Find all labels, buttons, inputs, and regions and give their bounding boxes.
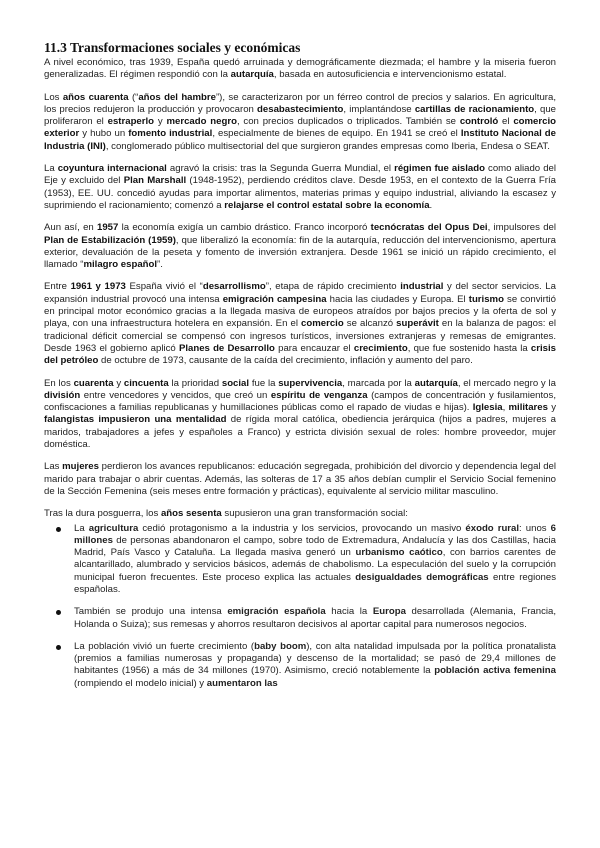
bold-term: militares	[508, 402, 548, 414]
bold-term: desigualdades demográficas	[355, 571, 489, 583]
bold-term: mercado negro	[166, 116, 237, 128]
bullet-dot-icon	[56, 527, 61, 532]
bold-term: años del hambre	[138, 91, 216, 103]
bold-term: población activa femenina	[434, 665, 556, 677]
bold-term: cartillas de racionamiento	[414, 103, 535, 115]
bold-term: baby boom	[254, 640, 307, 652]
bold-term: comercio exterior	[44, 116, 556, 140]
bullet-text: La población vivió un fuerte crecimiento (baby boom), con alta natalidad impulsada por la política pronatalista (premios a familias numerosas y propaganda) y descenso de la mortalidad; se pasó de 29,4 millones de habitantes (1956) a más de 34 millones (1970). Asimismo, creció notablemente la población activa femenina (rompiendo el modelo inicial) y aumentaron las	[74, 640, 556, 689]
bullet-text: La agricultura cedió protagonismo a la industria y los servicios, provocando un masivo éxodo rural: unos 6 millones de personas abandonaron el campo, sobre todo de Extremadura, Andalucía y las dos Castillas, hacia Madrid, País Vasco y Cataluña. La llegada masiva generó un urbanismo caótico, con barrios carentes de alcantarillado, alumbrado y servicios básicos, además de chabolismo. La especulación del suelo y la corrupción municipal fueron frecuentes. Este proceso explica las actuales desigualdades demográficas entre regiones españolas.	[74, 522, 557, 595]
bold-term: aumentaron las	[206, 677, 278, 689]
bold-term: desarrollismo	[202, 281, 266, 293]
bold-term: éxodo rural	[465, 522, 520, 534]
bold-term: 1961 y 1973	[70, 281, 126, 293]
bold-term: emigración campesina	[222, 293, 327, 305]
bold-term: crecimiento	[353, 342, 408, 354]
sixties-bullet-list	[44, 523, 556, 691]
bold-term: supervivencia	[278, 377, 343, 389]
bold-term: Iglesia	[472, 402, 503, 414]
bold-term: espíritu de venganza	[270, 389, 368, 401]
bold-term: Planes de Desarrollo	[178, 342, 275, 354]
section-title: 11.3 Transformaciones sociales y económicas	[44, 40, 301, 55]
bold-term: 6 millones	[74, 522, 556, 546]
bold-term: coyuntura internacional	[57, 163, 167, 175]
bold-term: Instituto Nacional de Industria (INI)	[44, 128, 556, 152]
paragraph-sixties-intro: Tras la dura posguerra, los años sesenta supusieron una gran transformación social:	[44, 508, 408, 520]
bold-term: controló	[459, 116, 499, 128]
bold-term: estraperlo	[107, 116, 155, 128]
bullet-text: También se produjo una intensa emigración española hacia la Europa desarrollada (Alemania, Francia, Holanda o Suiza); sus remesas y ahorros resultaron decisivos al aportar capital para numerosos negocios.	[74, 606, 557, 630]
bold-term: comercio	[301, 318, 344, 330]
bullet-item-rural-exodus	[74, 523, 556, 597]
bold-term: tecnócratas del Opus Dei	[370, 222, 488, 234]
bold-term: desabastecimiento	[257, 103, 344, 115]
bold-term: relajarse el control estatal sobre la economía	[224, 199, 430, 211]
paragraph-international-context: La coyuntura internacional agravó la crisis: tras la Segunda Guerra Mundial, el régimen fue aislado como aliado del Eje y excluido del Plan Marshall (1948-1952), perdiendo créditos clave. Desde 1953, en el contexto de la Guerra Fría (1953), EE. UU. concedió ayudas para importar alimentos, materias primas y equipo industrial, aliviando la escasez y suprimiendo el racionamiento; comenzó a relajarse el control estatal sobre la economía.	[44, 163, 556, 211]
bold-term: agricultura	[88, 522, 139, 534]
bold-term: 1957	[97, 222, 119, 234]
bold-term: fomento industrial	[128, 128, 213, 140]
paragraph-desarrollismo: Entre 1961 y 1973 España vivió el “desarrollismo”, etapa de rápido crecimiento industrial y del sector servicios. La expansión industrial provocó una intensa emigración campesina hacia las ciudades y Europa. El turismo se convirtió en principal motor económico gracias a la llegada masiva de europeos atraídos por bajos precios y la oferta de sol y playa, con una infraestructura hotelera en expansión. En el comercio se alcanzó superávit en la balanza de pagos: el tradicional déficit comercial se compensó con ingresos turísticos, inversiones extranjeras y remesas de emigrantes. Desde 1963 el gobierno aplicó Planes de Desarrollo para encauzar el crecimiento, que fue sostenido hasta la crisis del petróleo de octubre de 1973, causante de la caída del crecimiento, inflación y aumento del paro.	[44, 281, 556, 367]
bold-term: cuarenta	[73, 377, 114, 389]
bullet-item-emigration	[74, 606, 556, 631]
bullet-dot-icon	[56, 645, 61, 650]
paragraph-postwar-economy: A nivel económico, tras 1939, España quedó arruinada y demográficamente diezmada; el hambre y la miseria fueron generalizadas. El régimen respondió con la autarquía, basada en autosuficiencia e intervencionismo estatal.	[44, 57, 556, 81]
bold-term: cincuenta	[123, 377, 169, 389]
paragraph-forties: Los años cuarenta (“años del hambre”), se caracterizaron por un férreo control de precios y salarios. En agricultura, los precios redujeron la producción y provocaron desabastecimiento, implantándose cartillas de racionamiento, que proliferaron el estraperlo y mercado negro, con precios duplicados o triplicados. También se controló el comercio exterior y hubo un fomento industrial, especialmente de bienes de equipo. En 1941 se creó el Instituto Nacional de Industria (INI), conglomerado público multisectorial del que surgieron grandes empresas como Iberia, Endesa o SEAT.	[44, 91, 557, 152]
bold-term: años sesenta	[160, 508, 222, 520]
paragraph-stabilization-plan: Aun así, en 1957 la economía exigía un cambio drástico. Franco incorporó tecnócratas del Opus Dei, impulsores del Plan de Estabilización (1959), que liberalizó la economía: fin de la autarquía, reducción del intervencionismo, apertura exterior, devaluación de la peseta y fomento de inversión extranjera. Desde 1961 se inició un rápido crecimiento, el llamado “milagro español”.	[44, 222, 556, 271]
bold-term: industrial	[400, 281, 444, 293]
bold-term: división	[44, 389, 81, 401]
bold-term: Plan Marshall	[123, 175, 187, 187]
bullet-dot-icon	[56, 610, 61, 615]
bold-term: falangistas impusieron una mentalidad	[44, 414, 227, 426]
bold-term: régimen fue aislado	[394, 163, 485, 175]
bold-term: Plan de Estabilización (1959)	[44, 234, 176, 246]
bold-term: crisis del petróleo	[44, 342, 556, 367]
bold-term: mujeres	[62, 461, 99, 473]
bold-term: Europa	[372, 606, 406, 618]
bold-term: urbanismo caótico	[355, 547, 443, 559]
bold-term: años cuarenta	[62, 91, 129, 103]
paragraph-women: Las mujeres perdieron los avances republicanos: educación segregada, prohibición del divorcio y dependencia legal del marido para trabajar o abrir cuentas. Además, las solteras de 17 a 35 años debían cumplir el Servicio Social femenino de la Sección Femenina (seis meses entre formación y prácticas), equivalente al servicio militar masculino.	[44, 461, 557, 497]
bold-term: milagro español	[83, 259, 158, 271]
bold-term: autarquía	[230, 69, 274, 81]
bold-term: turismo	[468, 293, 504, 305]
paragraph-society: En los cuarenta y cincuenta la prioridad social fue la supervivencia, marcada por la autarquía, el mercado negro y la división entre vencedores y vencidos, que creó un espíritu de venganza (campos de concentración y fusilamientos, confiscaciones a familias republicanas y humillaciones públicas como el rapado de viudas e hijas). Iglesia, militares y falangistas impusieron una mentalidad de rígida moral católica, obediencia jerárquica (hijos a padres, mujeres a maridos, trabajadores a jefes y españoles a Franco) y estricta división sexual de roles: hombre proveedor, mujer doméstica.	[44, 377, 556, 451]
bold-term: autarquía	[414, 377, 458, 389]
bullet-item-baby-boom	[74, 641, 556, 690]
bold-term: social	[221, 377, 250, 389]
bold-term: emigración española	[227, 606, 326, 618]
bold-term: superávit	[396, 318, 439, 330]
